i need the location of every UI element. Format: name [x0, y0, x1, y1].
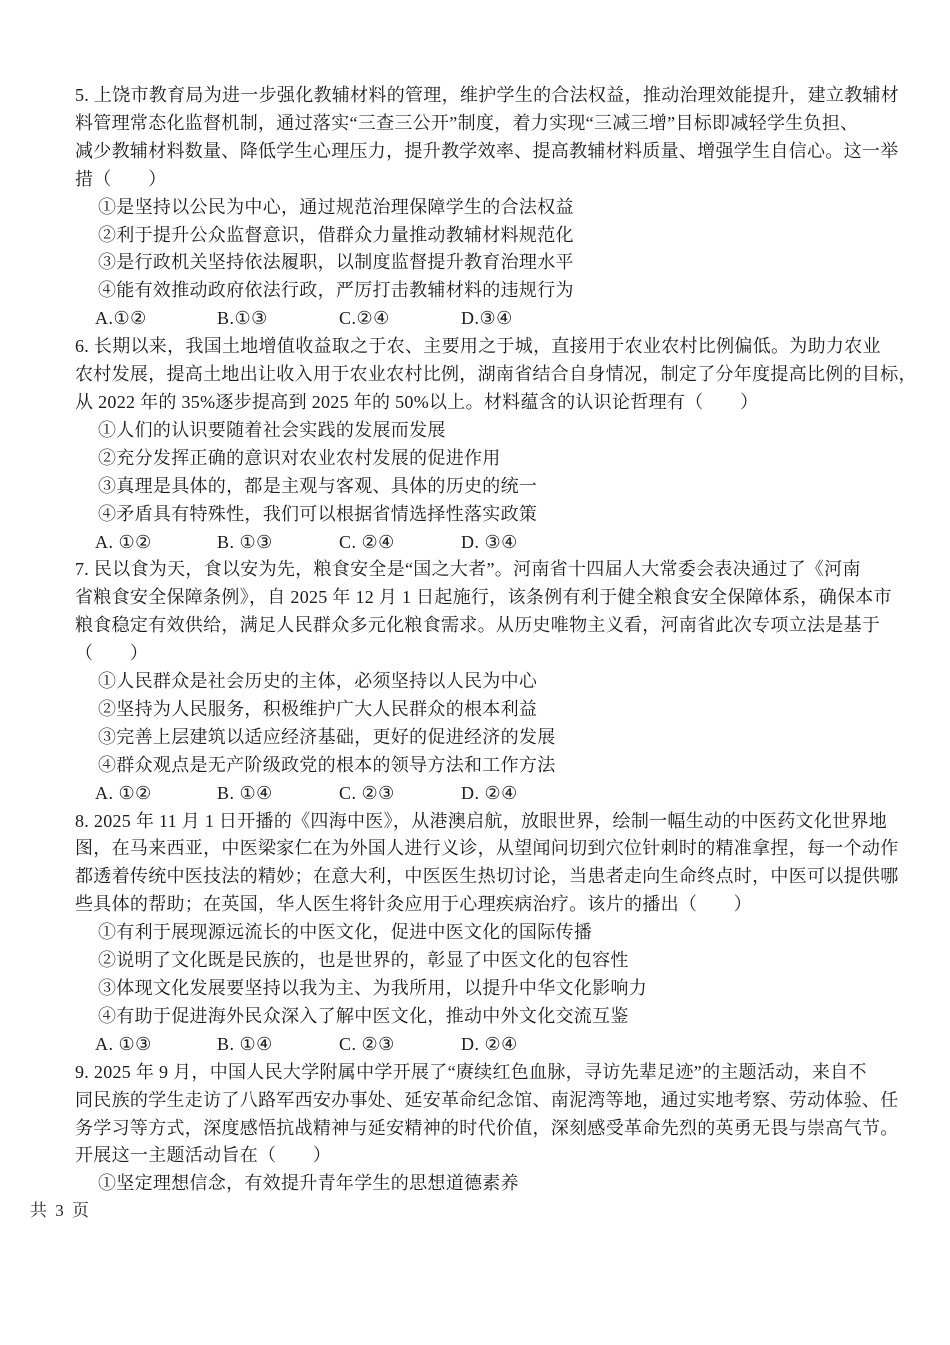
- question-6-option: ③真理是具体的，都是主观与客观、具体的历史的统一: [98, 475, 538, 496]
- question-8-answer-choice: B. ①④: [217, 1033, 273, 1054]
- question-9-stem-line: 开展这一主题活动旨在（ ）: [75, 1145, 332, 1166]
- question-8-answer-choice: C. ②③: [339, 1033, 395, 1054]
- question-7-option: ③完善上层建筑以适应经济基础，更好的促进经济的发展: [98, 726, 556, 747]
- question-7-answer-row: [75, 780, 887, 808]
- question-7: [75, 556, 892, 807]
- question-6-answer-choice: C. ②④: [339, 531, 395, 552]
- question-5-stem-line: 料管理常态化监督机制，通过落实“三查三公开”制度，着力实现“三减三增”目标即减轻学生负担、: [75, 112, 859, 133]
- question-7-option: ①人民群众是社会历史的主体，必须坚持以人民为中心: [98, 671, 538, 692]
- question-8-option: ①有利于展现源远流长的中医文化，促进中医文化的国际传播: [98, 922, 593, 943]
- question-6-stem-line: 农村发展，提高土地出让收入用于农业农村比例，湖南省结合自身情况，制定了分年度提高比例的目标，: [75, 364, 917, 385]
- question-5-stem-line: 措（ ）: [75, 168, 167, 189]
- question-6-answer-choice: B. ①③: [217, 531, 273, 552]
- question-8: [75, 808, 899, 1059]
- question-5-answer-choice: D.③④: [461, 308, 513, 329]
- question-8-stem-line: 些具体的帮助；在英国，华人医生将针灸应用于心理疾病治疗。该片的播出（ ）: [75, 894, 753, 915]
- question-7-stem-line: （ ）: [75, 643, 149, 664]
- question-7-stem-line: 7. 民以食为天，食以安为先，粮食安全是“国之大者”。河南省十四届人大常委会表决通过了《河南: [75, 559, 861, 580]
- question-5-option: ③是行政机关坚持依法履职，以制度监督提升教育治理水平: [98, 252, 574, 273]
- question-6-answer-row: [75, 529, 887, 557]
- question-9-stem-line: 同民族的学生走访了八路军西安办事处、延安革命纪念馆、南泥湾等地，通过实地考察、劳动体验、任: [75, 1089, 899, 1110]
- question-6-option: ①人们的认识要随着社会实践的发展而发展: [98, 419, 446, 440]
- exam-content: [75, 82, 917, 1198]
- question-9-option: ①坚定理想信念，有效提升青年学生的思想道德素养: [98, 1173, 519, 1194]
- question-6: [75, 333, 917, 556]
- question-5-option: ④能有效推动政府依法行政，严厉打击教辅材料的违规行为: [98, 280, 574, 301]
- question-8-option: ④有助于促进海外民众深入了解中医文化，推动中外文化交流互鉴: [98, 1005, 629, 1026]
- question-7-option: ④群众观点是无产阶级政党的根本的领导方法和工作方法: [98, 754, 556, 775]
- question-7-stem-line: 省粮食安全保障条例》，自 2025 年 12 月 1 日起施行，该条例有利于健全粮食安全保障体系，确保本市: [75, 587, 892, 608]
- question-6-option: ④矛盾具有特殊性，我们可以根据省情选择性落实政策: [98, 503, 538, 524]
- question-5-answer-choice: C.②④: [339, 308, 390, 329]
- question-9: [75, 1059, 899, 1199]
- question-7-option: ②坚持为人民服务，积极维护广大人民群众的根本利益: [98, 698, 538, 719]
- question-8-stem-line: 都透着传统中医技法的精妙；在意大利，中医医生热切讨论，当患者走向生命终点时，中医可以提供哪: [75, 866, 899, 887]
- question-7-answer-choice: C. ②③: [339, 782, 395, 803]
- page-footer: 共 3 页: [30, 1201, 91, 1220]
- question-8-stem-line: 图，在马来西亚，中医梁家仁在为外国人进行义诊，从望闻问切到穴位针刺时的精准拿捏，每一个动作: [75, 838, 899, 859]
- question-6-stem-line: 从 2022 年的 35%逐步提高到 2025 年的 50%以上。材料蕴含的认识论哲理有（ ）: [75, 391, 759, 412]
- question-7-answer-choice: D. ②④: [461, 782, 518, 803]
- question-5-answer-choice: A.①②: [95, 308, 147, 329]
- question-6-stem-line: 6. 长期以来，我国土地增值收益取之于农、主要用之于城，直接用于农业农村比例偏低。为助力农业: [75, 336, 881, 357]
- question-8-option: ③体现文化发展要坚持以我为主、为我所用，以提升中华文化影响力: [98, 978, 647, 998]
- question-5-stem-line: 减少教辅材料数量、降低学生心理压力，提升教学效率、提高教辅材料质量、增强学生自信心。这一举: [75, 140, 899, 161]
- question-5-option: ①是坚持以公民为中心，通过规范治理保障学生的合法权益: [98, 196, 574, 217]
- question-6-answer-choice: A. ①②: [95, 531, 152, 552]
- question-8-answer-choice: D. ②④: [461, 1033, 518, 1054]
- question-7-stem-line: 粮食稳定有效供给，满足人民群众多元化粮食需求。从历史唯物主义看，河南省此次专项立法是基于: [75, 615, 881, 636]
- question-5-stem-line: 5. 上饶市教育局为进一步强化教辅材料的管理，维护学生的合法权益，推动治理效能提升，建立教辅材: [75, 85, 900, 105]
- question-6-answer-choice: D. ③④: [461, 531, 518, 552]
- question-8-answer-row: [75, 1031, 887, 1059]
- question-5-answer-row: [75, 305, 887, 333]
- question-6-option: ②充分发挥正确的意识对农业农村发展的促进作用: [98, 447, 501, 468]
- question-5-answer-choice: B.①③: [217, 308, 268, 329]
- question-9-stem-line: 9. 2025 年 9 月，中国人民大学附属中学开展了“赓续红色血脉，寻访先辈足迹”的主题活动，来自不: [75, 1061, 867, 1082]
- question-8-stem-line: 8. 2025 年 11 月 1 日开播的《四海中医》，从港澳启航，放眼世界，绘制一幅生动的中医药文化世界地: [75, 810, 888, 831]
- question-8-answer-choice: A. ①③: [95, 1033, 152, 1054]
- question-7-answer-choice: A. ①②: [95, 782, 152, 803]
- question-8-option: ②说明了文化既是民族的，也是世界的，彰显了中医文化的包容性: [98, 950, 629, 971]
- question-7-answer-choice: B. ①④: [217, 782, 273, 803]
- question-5: [75, 82, 900, 333]
- question-5-option: ②利于提升公众监督意识，借群众力量推动教辅材料规范化: [98, 224, 574, 245]
- question-9-stem-line: 务学习等方式，深度感悟抗战精神与延安精神的时代价值，深刻感受革命先烈的英勇无畏与崇高气节。: [75, 1117, 899, 1138]
